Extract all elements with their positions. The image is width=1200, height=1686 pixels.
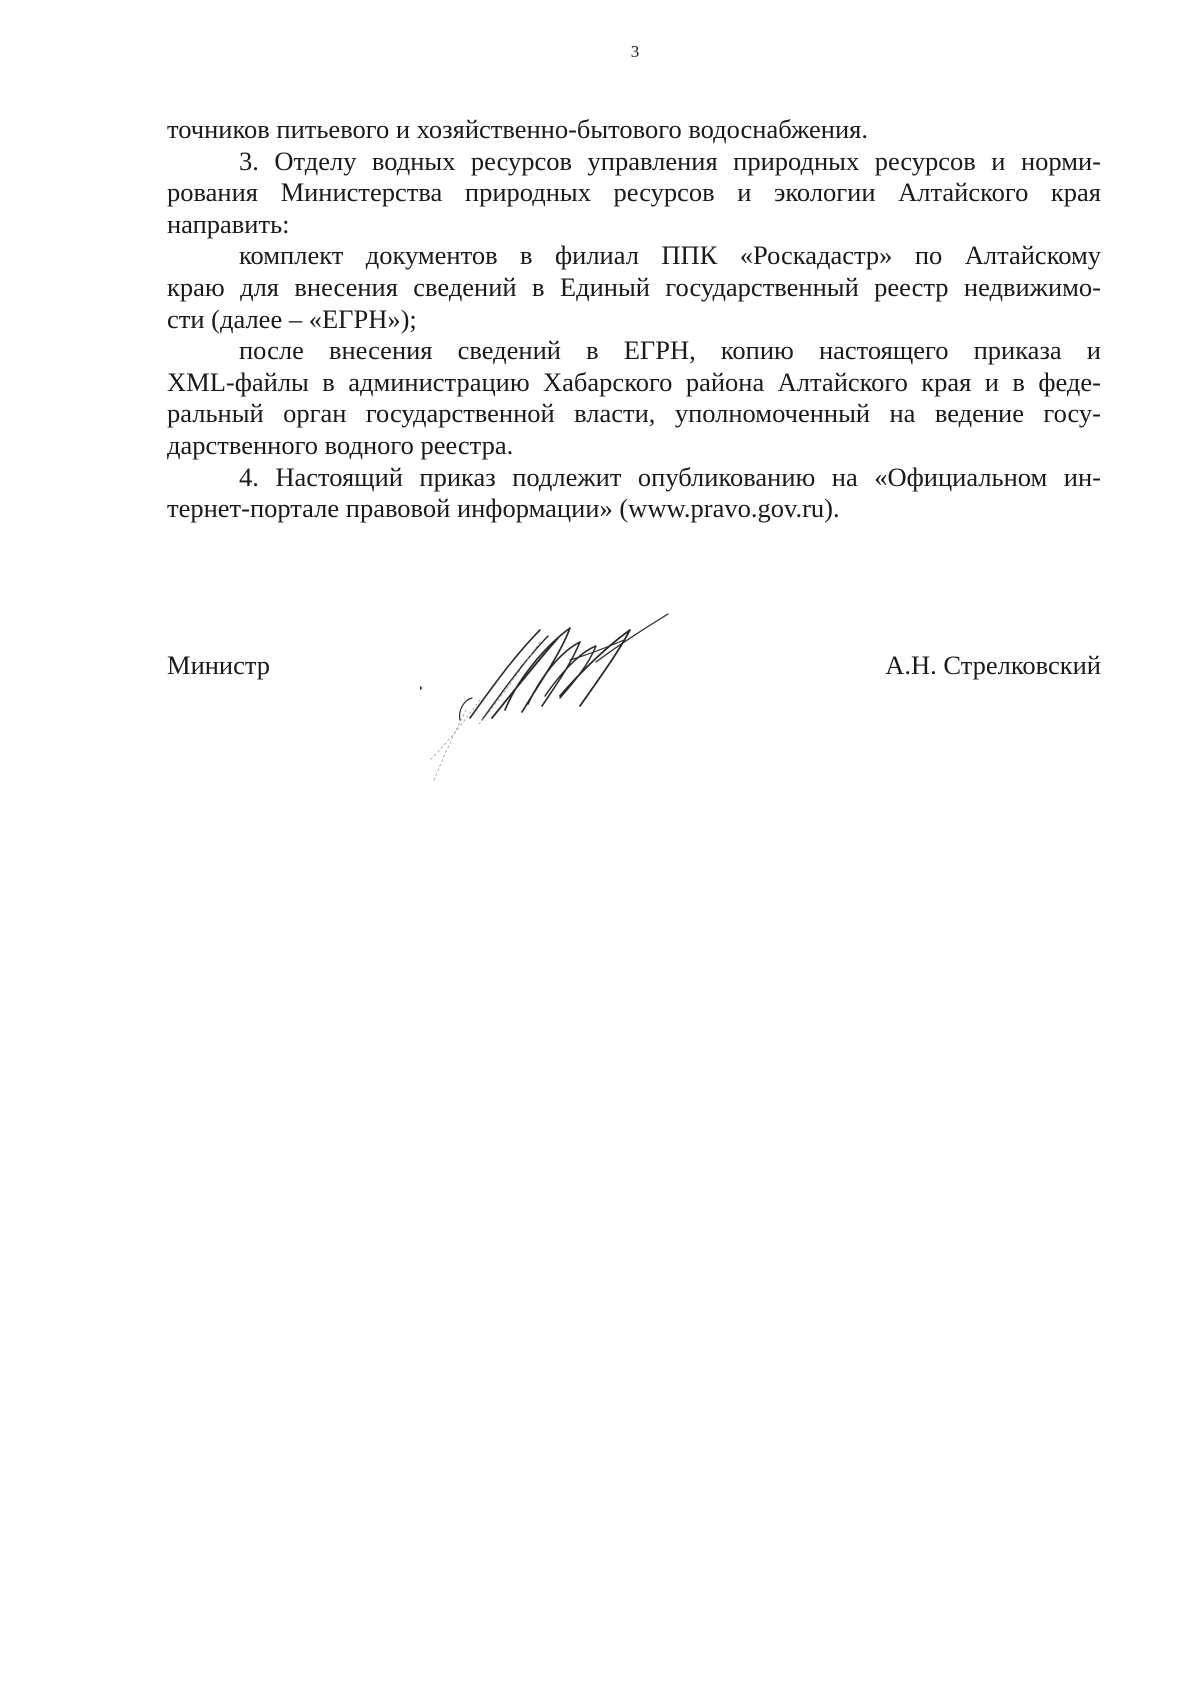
page-number: 3 [630, 42, 640, 61]
body-line: XML-файлы в администрацию Хабарского района Алтайского края и в феде- [167, 366, 1101, 397]
body-line: 4. Настоящий приказ подлежит опубликованию на «Официальном ин- [239, 461, 1101, 492]
body-line: ральный орган государственной власти, уполномоченный на ведение госу- [167, 398, 1101, 429]
body-line: точников питьевого и хозяйственно-бытового водоснабжения. [167, 114, 868, 144]
body-line: краю для внесения сведений в Единый государственный реестр недвижимо- [167, 271, 1101, 302]
body-line: 3. Отделу водных ресурсов управления природных ресурсов и норми- [239, 145, 1101, 176]
body-line: комплект документов в филиал ППК «Роскадастр» по Алтайскому [239, 240, 1101, 271]
body-line: направить: [167, 208, 290, 239]
body-line: сти (далее – «ЕГРН»); [167, 303, 417, 334]
body-line: дарственного водного реестра. [167, 429, 514, 460]
document-body [167, 114, 1101, 525]
body-line: после внесения сведений в ЕГРН, копию настоящего приказа и [239, 335, 1101, 366]
body-line: тернет-портале правовой информации» (www.pravo.gov.ru). [167, 493, 840, 524]
signatory-name: А.Н. Стрелковский [885, 650, 1101, 680]
body-line: рования Министерства природных ресурсов и экологии Алтайского края [167, 177, 1101, 208]
signatory-title: Министр [167, 650, 271, 680]
handwritten-signature [420, 600, 740, 800]
